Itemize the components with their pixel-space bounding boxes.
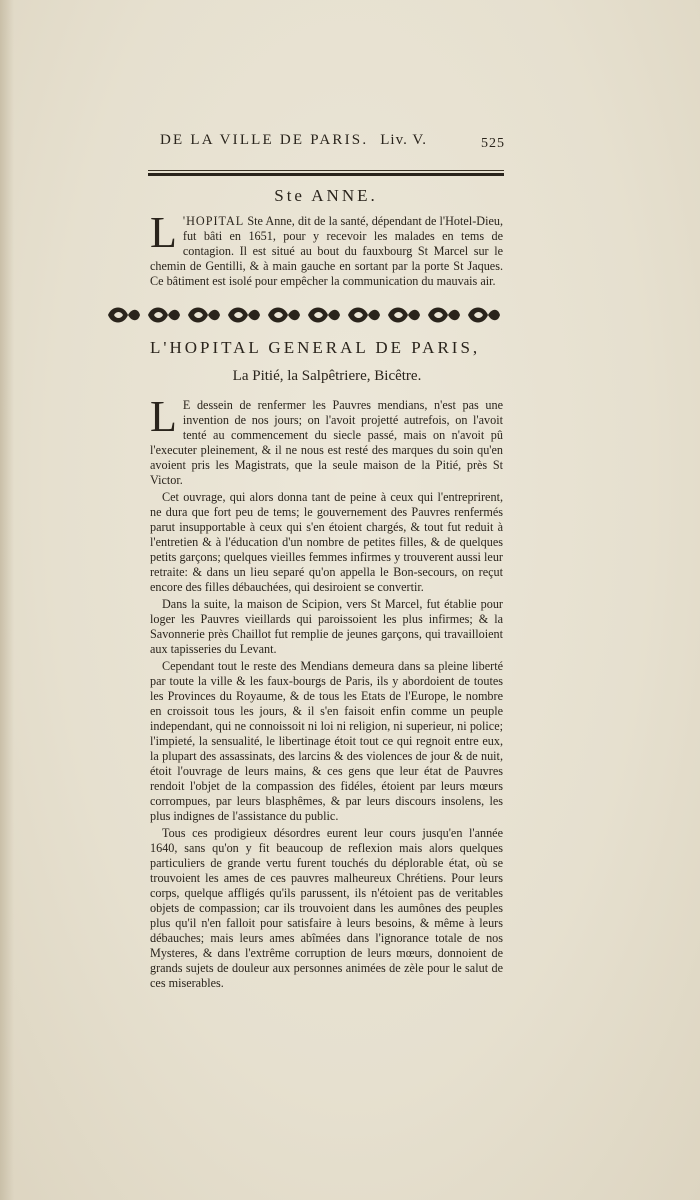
paragraph-text: E dessein de renfermer les Pauvres mendians, n'est pas une invention de nos jours; on l'avoit projetté autrefois, on l'avoit tenté au commencement du siecle passé, mais on n'avoit pû l'executer pleinement, & il ne nous est resté des marques du soin qu'en avoient pris les Magistrats, que la seule maison de la Pitié, près St Victor. xyxy=(150,398,503,487)
paragraph xyxy=(150,392,503,488)
drop-cap: L xyxy=(150,392,177,441)
lead-word: 'HOPITAL xyxy=(182,214,245,228)
section-title-ste-anne: Ste ANNE. xyxy=(274,186,378,205)
running-title: DE LA VILLE DE PARIS. xyxy=(160,132,369,148)
header-rule-thin xyxy=(148,170,504,171)
section-ste-anne-text xyxy=(150,208,503,291)
page-number: 525 xyxy=(481,136,505,151)
paragraph: Cet ouvrage, qui alors donna tant de peine à ceux qui l'entreprirent, ne dura que fort peu de tems; le gouvernement des Pauvres renfermés parut insupportable à ceux qui s'en étoient chargés, & tout fut reduit à l'entretien & à l'éducation d'un nombre de petites filles, & de quelques petits garçons; quelques vieilles femmes infirmes y trouverent aussi leur retraite: & dans un lieu separé qu'on appella le Bon-secours, on reçut encore des filles débauchées, qui desiroient se convertir. xyxy=(150,490,503,594)
paragraph: Cependant tout le reste des Mendians demeura dans sa pleine liberté par toute la ville & les faux-bourgs de Paris, ils y abordoient de toutes les Provinces du Royaume, & de tous les Etats de l'Europe, le nombre en croissoit tous les jours, & il s'en faisoit enfin comme un peuple independant, qui ne connoissoit ni loi ni religion, ni superieur, ni police; l'impieté, la sensualité, le libertinage étoit tout ce qui regnoit entre eux, la plupart des assassinats, des larcins & des violences de jour & de nuit, étoit l'ouvrage de leurs mains, & ces gens que leur état de Pauvres rendoit l'objet de la compassion des fidéles, étoient par leurs mœurs corrompues, par leurs blasphêmes, & par leurs discours insolens, les plus indignes de l'assistance du public. xyxy=(150,659,503,823)
drop-cap: L xyxy=(150,208,177,257)
section-title-hopital-general: L'HOPITAL GENERAL DE PARIS, xyxy=(150,338,481,357)
paragraph: Dans la suite, la maison de Scipion, vers St Marcel, fut établie pour loger les Pauvres vieillards qui paroissoient les plus infirmes; & la Savonnerie près Chaillot fut remplie de jeunes garçons, qui travailloient aux tapisseries du Levant. xyxy=(150,597,503,656)
paragraph xyxy=(150,208,503,289)
paragraph: Tous ces prodigieux désordres eurent leur cours jusqu'en l'année 1640, sans qu'on y fit beaucoup de reflexion mais alors quelques particuliers de grande vertu furent touchés du déplorable état, où se trouvoient les ames de ces pauvres malheureux Chrétiens. Pour leurs corps, quelque affligés qu'ils parussent, ils n'étoient pas de veritables objets de compassion; car ils trouvoient dans les aumônes des peuples plus qu'il n'en falloit pour satisfaire à leurs besoins, & même à leurs débauches; mais leurs ames abîmées dans l'ignorance totale de nos Mysteres, & dans l'extrême corruption de leurs mœurs, donnoient de grands sujets de douleur aux personnes animées de zèle pour le salut de ces miserables. xyxy=(150,826,503,990)
header-rule-thick xyxy=(148,173,504,176)
fleuron-band-icon xyxy=(104,302,504,328)
page-shadow xyxy=(0,0,14,1200)
book-number: Liv. V. xyxy=(380,132,427,148)
section-hopital-text xyxy=(150,392,503,993)
running-head xyxy=(160,132,505,149)
section-subtitle: La Pitié, la Salpêtriere, Bicêtre. xyxy=(232,368,422,384)
paragraph-text: Ste Anne, dit de la santé, dépendant de l'Hotel-Dieu, fut bâti en 1651, pour y recevoir les malades en tems de contagion. Il est situé au bout du fauxbourg St Marcel sur le chemin de Gentilli, & à main gauche en sortant par la porte St Jaques. Ce bâtiment est isolé pour empêcher la communication du mauvais air. xyxy=(150,214,503,288)
